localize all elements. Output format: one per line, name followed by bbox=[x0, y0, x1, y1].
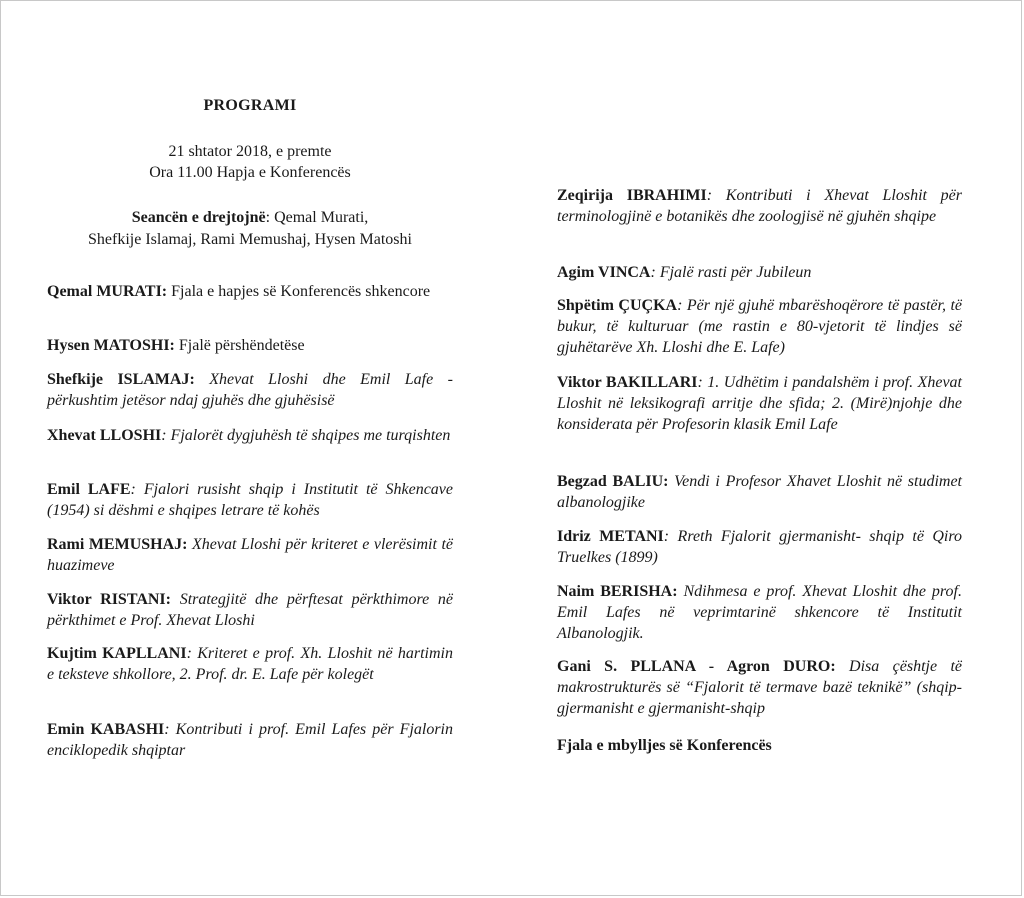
speaker-name: Shpëtim ÇUÇKA bbox=[557, 297, 678, 314]
program-entry bbox=[47, 643, 453, 685]
talk-title: Fjala e hapjes së Konferencës shkencore bbox=[167, 283, 431, 300]
talk-title: Xhevat Lloshi për kriteret e vlerësimit të huazimeve bbox=[47, 536, 453, 574]
speaker-name: Emil LAFE bbox=[47, 481, 131, 498]
program-title: PROGRAMI bbox=[203, 97, 297, 114]
program-entry bbox=[557, 581, 962, 644]
program-entry bbox=[47, 719, 453, 761]
talk-title: Strategjitë dhe përftesat përkthimore në përkthimet e Prof. Xhevat Lloshi bbox=[47, 591, 453, 629]
talk-title: : Fjalë rasti për Jubileun bbox=[650, 264, 812, 281]
speaker-name: Hysen MATOSHI: bbox=[47, 337, 175, 354]
speaker-name: Gani S. PLLANA - Agron DURO: bbox=[557, 658, 836, 675]
program-entry bbox=[557, 185, 962, 227]
program-entry bbox=[557, 372, 962, 435]
program-entry bbox=[557, 262, 962, 283]
talk-title: : Rreth Fjalorit gjermanisht- shqip të Qiro Truelkes (1899) bbox=[557, 528, 963, 566]
program-entry bbox=[47, 335, 453, 356]
talk-title: Disa çështje të makrostrukturës së “Fjalorit të termave bazë teknikë” (shqip-gjermanisht e gjermanisht-shqip bbox=[557, 658, 962, 717]
program-entry bbox=[47, 425, 453, 446]
speaker-name: Kujtim KAPLLANI bbox=[47, 645, 187, 662]
speaker-name: Viktor BAKILLARI bbox=[557, 374, 698, 391]
talk-title: : Kontributi i Xhevat Lloshit për terminologjinë e botanikës dhe zoologjisë në gjuhën shqipe bbox=[557, 187, 963, 225]
program-entry bbox=[557, 656, 962, 719]
talk-title: : Fjalorët dygjuhësh të shqipes me turqishten bbox=[161, 427, 451, 444]
program-entry bbox=[47, 589, 453, 631]
program-entry bbox=[47, 534, 453, 576]
speaker-name: Zeqirija IBRAHIMI bbox=[557, 187, 707, 204]
talk-title: : Kontributi i prof. Emil Lafes për Fjalorin enciklopedik shqiptar bbox=[47, 721, 454, 759]
chairs-line-2: Shefkije Islamaj, Rami Memushaj, Hysen Matoshi bbox=[88, 231, 412, 248]
speaker-name: Shefkije ISLAMAJ: bbox=[47, 371, 195, 388]
talk-title: : Fjalori rusisht shqip i Institutit të Shkencave (1954) si dëshmi e shqipes letrare të kohës bbox=[47, 481, 454, 519]
program-entry bbox=[47, 281, 453, 302]
speaker-name: Viktor RISTANI: bbox=[47, 591, 171, 608]
speaker-name: Begzad BALIU: bbox=[557, 473, 669, 490]
speaker-name: Idriz METANI bbox=[557, 528, 664, 545]
talk-title: : Për një gjuhë mbarëshoqërore të pastër, të bukur, të kulturuar (me rastin e 80-vjetorit të lindjes së gjuhëtarëve Xh. Lloshi dhe E. Lafe) bbox=[557, 297, 963, 356]
speaker-name: Naim BERISHA: bbox=[557, 583, 678, 600]
program-entry bbox=[557, 526, 962, 568]
program-entry bbox=[47, 479, 453, 521]
closing-line: Fjala e mbylljes së Konferencës bbox=[557, 737, 772, 754]
talk-title: Vendi i Profesor Xhavet Lloshit në studimet albanologjike bbox=[557, 473, 962, 511]
talk-title: Xhevat Lloshi dhe Emil Lafe - përkushtim jetësor ndaj gjuhës dhe gjuhësisë bbox=[47, 371, 454, 409]
speaker-name: Emin KABASHI bbox=[47, 721, 165, 738]
speaker-name: Agim VINCA bbox=[557, 264, 651, 281]
date-line: 21 shtator 2018, e premte bbox=[168, 143, 332, 160]
talk-title: Fjalë përshëndetëse bbox=[174, 337, 305, 354]
talk-title: Ndihmesa e prof. Xhevat Lloshit dhe prof. Emil Lafes në veprimtarinë shkencore të Institutit Albanologjik. bbox=[557, 583, 962, 642]
opening-line: Ora 11.00 Hapja e Konferencës bbox=[149, 164, 351, 181]
speaker-name: Qemal MURATI: bbox=[47, 283, 168, 300]
chairs-line-1: : Qemal Murati, bbox=[265, 209, 369, 226]
chairs-label: Seancën e drejtojnë bbox=[131, 209, 266, 226]
talk-title: : 1. Udhëtim i pandalshëm i prof. Xhevat Lloshit në leksikografi arritje dhe sfida; 2. (Mirë)njohje dhe konsiderata për Profesorin klasik Emil Lafe bbox=[557, 374, 962, 433]
session-chairs bbox=[47, 207, 453, 251]
talk-title: : Kriteret e prof. Xh. Lloshit në hartimin e teksteve shkollore, 2. Prof. dr. E. Lafe për kolegët bbox=[47, 645, 454, 683]
program-entry bbox=[557, 295, 962, 358]
speaker-name: Xhevat LLOSHI bbox=[47, 427, 162, 444]
speaker-name: Rami MEMUSHAJ: bbox=[47, 536, 188, 553]
date-block bbox=[47, 141, 453, 183]
program-entry bbox=[47, 369, 453, 411]
program-entry bbox=[557, 471, 962, 513]
